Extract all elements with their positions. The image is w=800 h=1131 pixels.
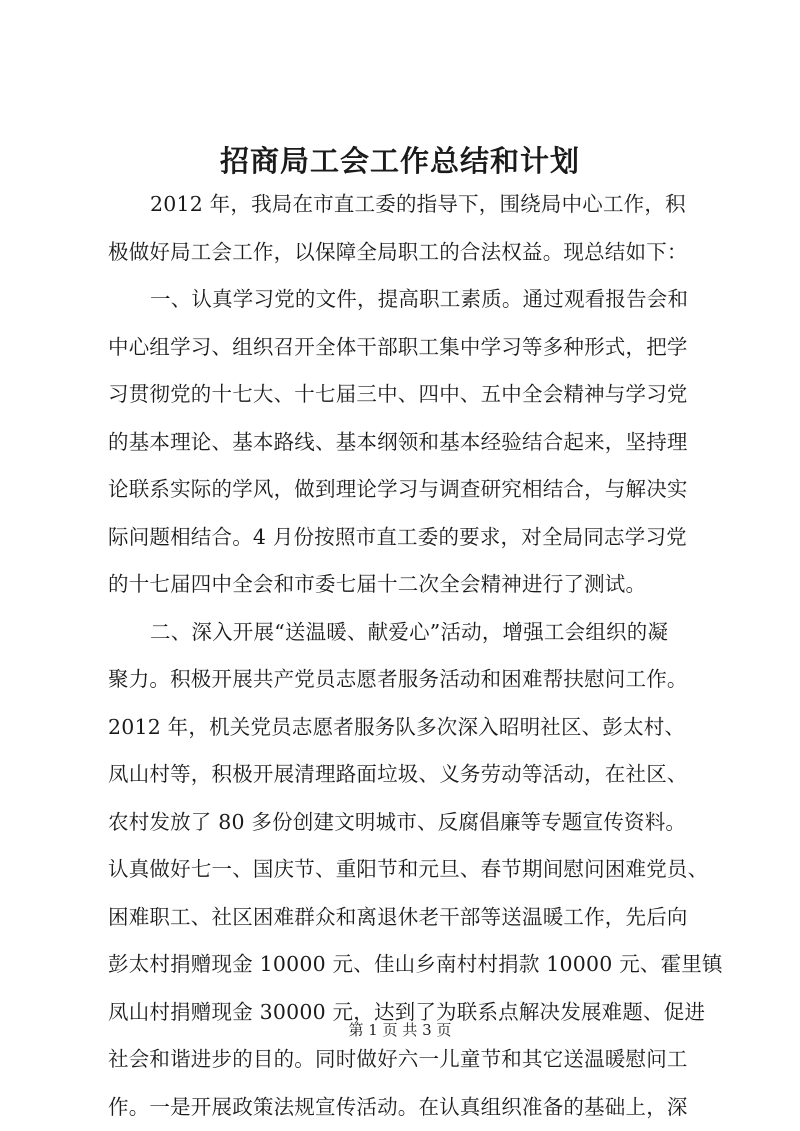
- body-line: 的基本理论、基本路线、基本纲领和基本经验结合起来，坚持理: [108, 429, 688, 454]
- body-line: 论联系实际的学风，做到理论学习与调查研究相结合，与解决实: [108, 477, 688, 501]
- page-number: 第 1 页 共 3 页: [348, 1021, 452, 1039]
- body-line: 凤山村等，积极开展清理路面垃圾、义务劳动等活动，在社区、: [108, 762, 688, 786]
- body-line: 农村发放了 80 多份创建文明城市、反腐倡廉等专题宣传资料。: [108, 809, 687, 834]
- body-line: 2012 年，机关党员志愿者服务队多次深入昭明社区、彭太村、: [108, 714, 686, 739]
- document-body: [108, 181, 723, 1131]
- body-line: 作。一是开展政策法规宣传活动。在认真组织准备的基础上，深: [108, 1094, 688, 1119]
- body-line: 习贯彻党的十七大、十七届三中、四中、五中全会精神与学习党: [108, 382, 688, 406]
- body-line: 际问题相结合。4 月份按照市直工委的要求，对全局同志学习党: [108, 524, 687, 549]
- body-line: 的十七届四中全会和市委七届十二次全会精神进行了测试。: [108, 572, 647, 596]
- document-title: 招商局工会工作总结和计划: [219, 144, 580, 178]
- body-line: 凤山村捐赠现金 30000 元，达到了为联系点解决发展难题、促进: [108, 999, 706, 1024]
- body-line: 极做好局工会工作，以保障全局职工的合法权益。现总结如下：: [108, 239, 688, 264]
- body-line: 彭太村捐赠现金 10000 元、佳山乡南村村捐款 10000 元、霍里镇: [108, 952, 723, 976]
- body-line: 二、深入开展“送温暖、献爱心”活动，增强工会组织的凝: [150, 619, 669, 644]
- body-line: 2012 年，我局在市直工委的指导下，围绕局中心工作，积: [150, 192, 686, 216]
- body-line: 困难职工、社区困难群众和离退休老干部等送温暖工作，先后向: [108, 904, 688, 929]
- body-line: 中心组学习、组织召开全体干部职工集中学习等多种形式，把学: [108, 334, 688, 359]
- body-line: 一、认真学习党的文件，提高职工素质。通过观看报告会和: [150, 287, 689, 311]
- body-line: 聚力。积极开展共产党员志愿者服务活动和困难帮扶慰问工作。: [108, 667, 688, 691]
- body-line: 认真做好七一、国庆节、重阳节和元旦、春节期间慰问困难党员、: [108, 857, 709, 881]
- body-line: 社会和谐进步的目的。同时做好六一儿童节和其它送温暖慰问工: [108, 1047, 688, 1071]
